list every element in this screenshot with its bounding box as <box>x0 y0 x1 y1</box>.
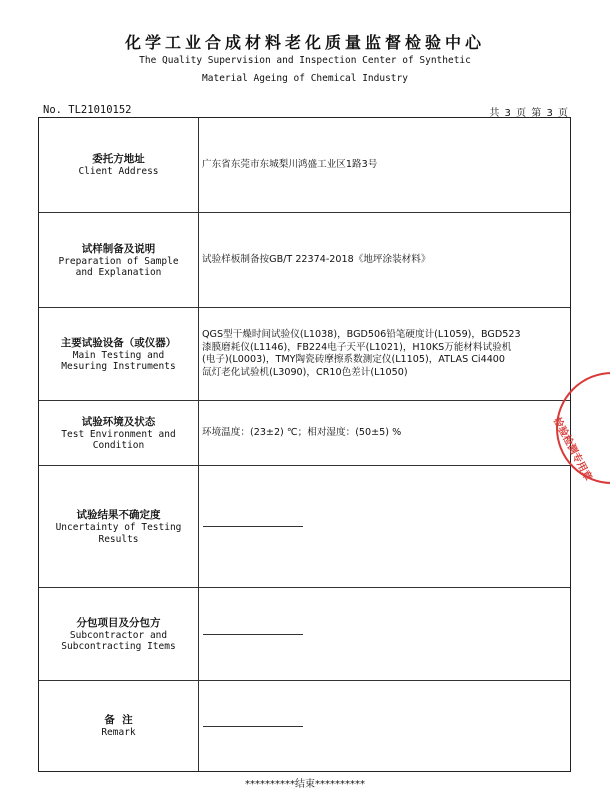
end-of-report-mark: **********结束********** <box>245 779 365 790</box>
table-row-client-address <box>39 118 570 213</box>
label-chinese: 试样制备及说明 <box>81 242 156 255</box>
row-label <box>39 588 199 680</box>
table-row-uncertainty <box>39 466 570 588</box>
report-table <box>38 117 571 772</box>
value-line: (电子)(L0003)，TMY陶瓷砖摩擦系数测定仪(L1105)，ATLAS Ci4400 <box>202 354 506 365</box>
value-line: 广东省东莞市东城梨川鸿盛工业区1路3号 <box>202 158 378 170</box>
center-title-english-line1: The Quality Supervision and Inspection Center of Synthetic <box>139 55 471 66</box>
row-value <box>202 213 562 307</box>
label-english: and Explanation <box>75 267 162 278</box>
row-label <box>39 681 199 771</box>
page-count: 共 3 页 第 3 页 <box>489 108 568 119</box>
value-line: QGS型干燥时间试验仪(L1038)，BGD506铅笔硬度计(L1059)，BGD523 <box>202 329 521 340</box>
value-line: 环境温度：(23±2) ℃；相对湿度：(50±5) % <box>202 426 402 438</box>
row-value <box>202 466 562 587</box>
row-value <box>202 401 562 465</box>
center-title-chinese: 化学工业合成材料老化质量监督检验中心 <box>124 33 485 52</box>
label-english: Subcontracting Items <box>61 641 176 652</box>
label-english: Preparation of Sample <box>58 255 179 267</box>
label-english: Main Testing and <box>72 349 165 361</box>
label-chinese: 试验环境及状态 <box>81 415 156 428</box>
value-line: 试验样板制备按GB/T 22374-2018《地坪涂装材料》 <box>202 253 431 265</box>
label-english: Mesuring Instruments <box>61 361 176 372</box>
value-line: 氙灯老化试验机(L3090)，CR10色差计(L1050) <box>202 366 408 378</box>
center-title-english-line2: Material Ageing of Chemical Industry <box>202 73 408 84</box>
table-row-main-instruments <box>39 308 570 401</box>
label-chinese: 试验结果不确定度 <box>76 509 161 521</box>
report-number: No. TL21010152 <box>43 104 132 116</box>
label-chinese: 主要试验设备（或仪器） <box>60 336 177 349</box>
label-english: Condition <box>92 440 145 451</box>
table-row-subcontractor <box>39 588 570 681</box>
table-row-test-environment <box>39 401 570 466</box>
row-label <box>39 308 199 400</box>
blank-line <box>203 526 303 527</box>
label-chinese: 分包项目及分包方 <box>76 616 161 629</box>
row-value <box>202 118 562 212</box>
table-row-remark <box>39 681 570 771</box>
blank-line <box>203 726 303 727</box>
label-english: Subcontractor and <box>69 629 168 641</box>
label-english: Test Environment and <box>61 428 176 440</box>
label-english: Client Address <box>78 166 159 178</box>
label-english: Uncertainty of Testing <box>55 522 182 533</box>
row-label <box>39 466 199 587</box>
label-english: Remark <box>101 727 136 739</box>
label-english: Results <box>98 533 139 545</box>
blank-line <box>203 634 303 635</box>
row-value <box>202 308 562 400</box>
label-chinese: 备 注 <box>104 714 133 727</box>
seal-text: 检验检测专用章 <box>550 415 594 483</box>
label-chinese: 委托方地址 <box>92 153 145 166</box>
row-label <box>39 213 199 307</box>
row-value <box>202 681 562 771</box>
row-label <box>39 118 199 212</box>
value-line: 漆膜磨耗仪(L1146)，FB224电子天平(L1021)，H10KS万能材料试验机 <box>202 341 512 353</box>
row-label <box>39 401 199 465</box>
table-row-sample-preparation <box>39 213 570 308</box>
row-value <box>202 588 562 680</box>
